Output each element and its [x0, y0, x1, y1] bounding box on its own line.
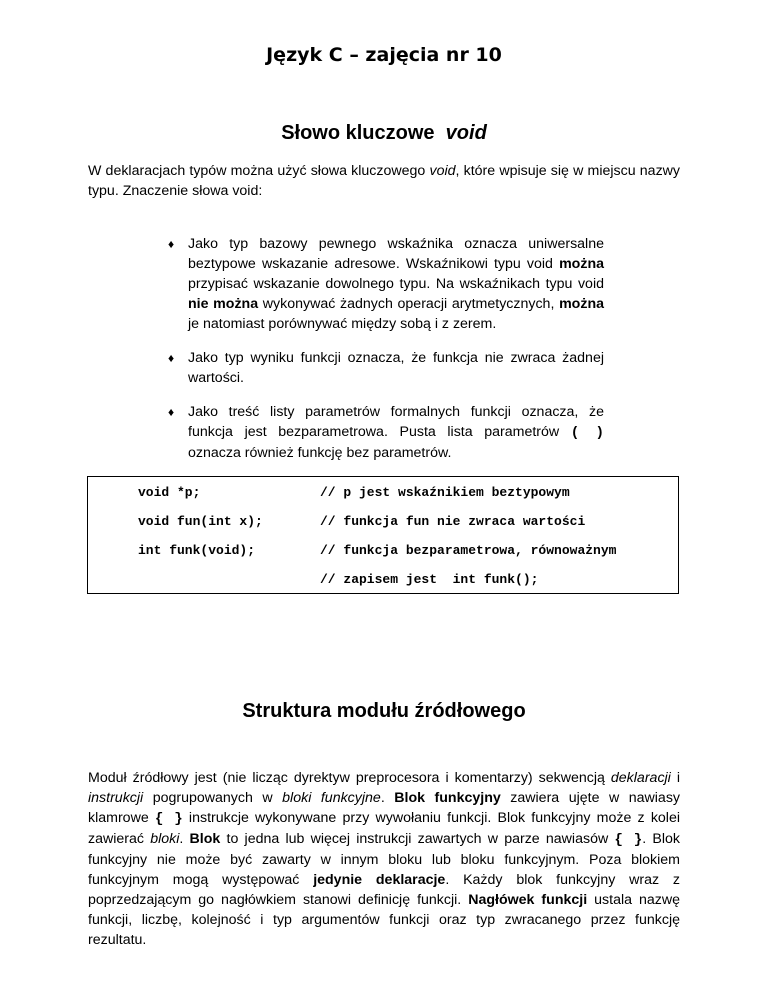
diamond-bullet-icon: ♦	[168, 237, 175, 251]
italic-text: deklaracji	[610, 770, 671, 786]
text-run: oznacza również funkcję bez parametrów.	[188, 445, 452, 461]
code-line	[88, 485, 678, 505]
code-comment: // funkcja fun nie zwraca wartości	[320, 514, 586, 529]
code-comment: // p jest wskaźnikiem beztypowym	[320, 485, 570, 500]
code-inline: { }	[614, 832, 643, 848]
text-run: przypisać wskazanie dowolnego typu. Na wskaźnikach typu void	[188, 276, 604, 292]
text-run: Moduł źródłowy jest (nie licząc dyrektyw preprocesora i komentarzy) sekwencją	[88, 770, 611, 786]
text-run: je natomiast porównywać między sobą i z zerem.	[188, 316, 497, 332]
list-item-text	[188, 350, 604, 386]
diamond-bullet-icon: ♦	[168, 405, 175, 419]
code-comment: // zapisem jest int funk();	[320, 572, 539, 587]
text-run: instrukcje wykonywane przy wywołaniu funkcji. Blok funkcyjny może z kolei zawierać	[88, 810, 681, 847]
page-header-title: Język C – zajęcia nr 10	[266, 44, 502, 66]
bold-text: Blok	[189, 831, 221, 847]
code-line	[88, 572, 678, 592]
list-item-text	[188, 236, 604, 332]
text-run: , które wpisuje się w miejscu nazwy typu. Znaczenie słowa void:	[88, 163, 681, 199]
text-run: ustala nazwę funkcji, liczbę, kolejność i typ argumentów funkcji oraz typ zwracanego przez funkcję rezultatu.	[88, 892, 680, 948]
code-example-box	[87, 476, 679, 594]
list-item-text	[188, 404, 604, 461]
bold-text: Blok funkcyjny	[394, 790, 501, 806]
list-item	[164, 348, 604, 388]
italic-text: bloki	[150, 831, 180, 847]
text-run: . Każdy blok funkcyjny wraz z poprzedzającym go nagłówkiem stanowi definicję funkcji.	[88, 872, 680, 908]
void-meaning-list	[164, 234, 604, 477]
code-line	[88, 514, 678, 534]
section-title-void	[0, 122, 768, 145]
text-run: Jako typ wyniku funkcji oznacza, że funkcja nie zwraca żadnej wartości.	[188, 350, 604, 386]
code-statement: void *p;	[138, 485, 201, 500]
list-item	[164, 234, 604, 334]
text-run: Jako typ bazowy pewnego wskaźnika oznacza uniwersalne beztypowe wskazanie adresowe. Wskaźnikowi typu void	[188, 236, 604, 272]
code-line	[88, 543, 678, 563]
code-comment: // funkcja bezparametrowa, równoważnym	[320, 543, 617, 558]
text-run: . Blok funkcyjny nie może być zawarty w innym bloku lub bloku funkcyjnym. Poza blokiem funkcyjnym mogą występować	[88, 831, 681, 888]
list-item	[164, 402, 604, 463]
section-title-keyword: void	[445, 122, 487, 144]
text-run: .	[380, 790, 395, 806]
intro-paragraph	[88, 161, 680, 201]
module-structure-paragraph	[88, 768, 680, 950]
text-run: to jedna lub więcej instrukcji zawartych w parze nawiasów	[220, 831, 615, 847]
text-run: i	[670, 770, 681, 786]
code-inline: ( )	[570, 425, 604, 441]
text-run: wykonywać żadnych operacji arytmetycznych,	[258, 296, 560, 312]
italic-text: instrukcji	[88, 790, 144, 806]
text-run: .	[179, 831, 190, 847]
code-statement: int funk(void);	[138, 543, 256, 558]
bold-text: można	[559, 296, 604, 312]
code-inline: { }	[154, 811, 183, 827]
italic-text: bloki funkcyjne	[282, 790, 381, 806]
section-title-module-structure: Struktura modułu źródłowego	[242, 700, 526, 722]
text-run: zawiera ujęte w nawiasy klamrowe	[88, 790, 681, 826]
bold-text: jedynie deklaracje	[313, 872, 446, 888]
section-title-plain: Słowo kluczowe	[281, 122, 435, 144]
text-run: Jako treść listy parametrów formalnych funkcji oznacza, że funkcja jest bezparametrowa. Pusta lista parametrów	[188, 404, 604, 440]
diamond-bullet-icon: ♦	[168, 351, 175, 365]
text-run: W deklaracjach typów można użyć słowa kluczowego	[88, 163, 430, 179]
code-statement: void fun(int x);	[138, 514, 263, 529]
bold-text: nie można	[188, 296, 259, 312]
text-run: pogrupowanych w	[143, 790, 283, 806]
bold-text: można	[559, 256, 604, 272]
italic-text: void	[429, 163, 456, 179]
bold-text: Nagłówek funkcji	[468, 892, 588, 908]
